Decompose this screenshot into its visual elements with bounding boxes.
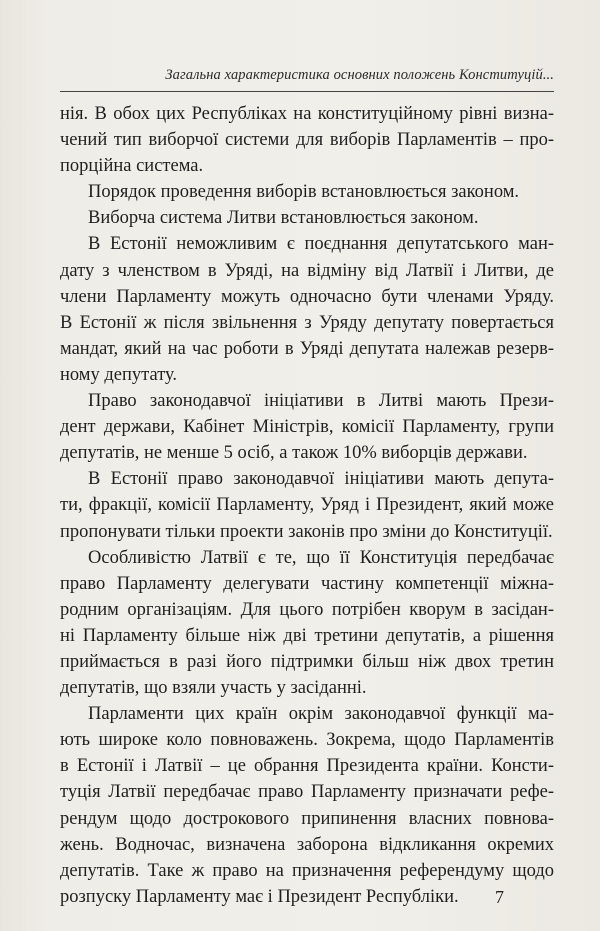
- text-line: депутатів. Таке ж право на призначення референдуму щодо: [60, 860, 554, 881]
- text-line: ні Парламенту більше ніж дві третини депутатів, а рішення: [60, 625, 554, 646]
- text-line: пропонувати тільки проекти законів про зміни до Конституції.: [60, 521, 553, 542]
- text-line: жень. Водночас, визначена заборона відкликання окремих: [60, 834, 554, 855]
- text-line: члени Парламенту можуть одночасно бути членами Уряду.: [60, 286, 554, 307]
- text-line: родним організаціям. Для цього потрібен кворум в засідан-: [60, 599, 554, 620]
- text-line: ти, фракції, комісії Парламенту, Уряд і Президент, який може: [60, 495, 554, 516]
- text-line: депутатів, не менше 5 осіб, а також 10% виборців держави.: [60, 443, 528, 464]
- text-line: депутатів, що взяли участь у засіданні.: [60, 678, 367, 699]
- text-line: Парламенти цих країн окрім законодавчої функції ма-: [88, 704, 554, 725]
- text-line: Право законодавчої ініціативи в Литві мають Прези-: [88, 391, 554, 412]
- text-line: рендум щодо дострокового припинення власних повнова-: [60, 808, 554, 829]
- text-line: розпуску Парламенту має і Президент Республіки.: [60, 886, 459, 907]
- page-number: 7: [495, 887, 504, 907]
- text-line: Виборча система Литви встановлюється законом.: [88, 208, 479, 229]
- text-line: Особливістю Латвії є те, що її Конституція передбачає: [88, 547, 554, 568]
- text-line: дату з членством в Уряді, на відміну від Латвії і Литви, де: [60, 260, 554, 281]
- text-line: в Естонії і Латвії – це обрання Президента країни. Консти-: [60, 756, 554, 777]
- text-line: дент держави, Кабінет Міністрів, комісії Парламенту, групи: [60, 417, 554, 438]
- text-line: приймається в разі його підтримки більш ніж двох третин: [60, 651, 554, 672]
- text-line: В Естонії неможливим є поєднання депутатського ман-: [88, 234, 554, 255]
- text-line: чений тип виборчої системи для виборів Парламентів – про-: [60, 130, 554, 151]
- text-line: Порядок проведення виборів встановлюється законом.: [88, 182, 520, 203]
- text-line: В Естонії право законодавчої ініціативи мають депута-: [88, 469, 554, 490]
- text-line: право Парламенту делегувати частину компетенції міжна-: [60, 573, 554, 594]
- body-text: [60, 101, 554, 910]
- text-line: ному депутату.: [60, 364, 178, 385]
- text-line: туція Латвії передбачає право Парламенту призначати рефе-: [60, 782, 554, 803]
- running-header: Загальна характеристика основних положень Конституцій...: [165, 67, 554, 83]
- text-line: ють широке коло повноважень. Зокрема, щодо Парламентів: [60, 730, 554, 751]
- text-line: В Естонії ж після звільнення з Уряду депутату повертається: [60, 312, 554, 333]
- text-line: порційна система.: [60, 156, 204, 177]
- header-rule: [60, 91, 554, 92]
- text-line: нія. В обох цих Республіках на конституційному рівні визна-: [60, 104, 554, 124]
- text-line: мандат, який на час роботи в Уряді депутата належав резерв-: [60, 338, 554, 359]
